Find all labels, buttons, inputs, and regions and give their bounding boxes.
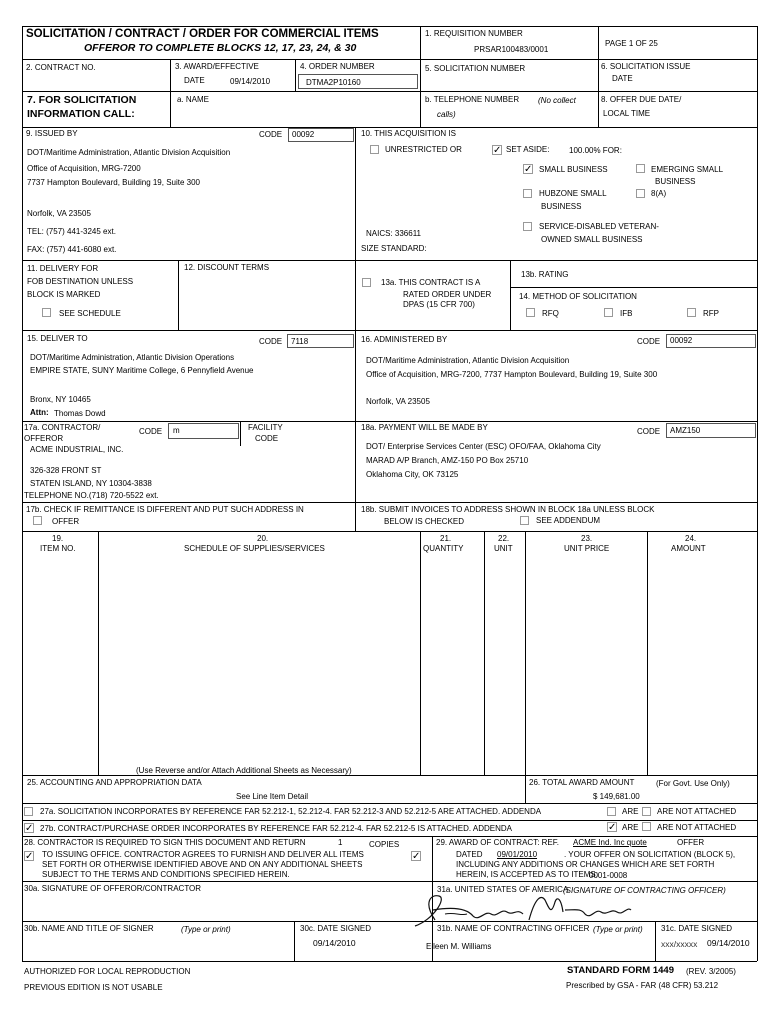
offeror-signature-label: 30a. SIGNATURE OF OFFEROR/CONTRACTOR <box>24 884 202 893</box>
remittance-offer-label: OFFER <box>52 517 80 526</box>
block-28-checkbox[interactable]: ✓ <box>25 851 34 862</box>
emerging-small-label-1: EMERGING SMALL <box>651 165 724 174</box>
deliver-code-label: CODE <box>259 337 283 346</box>
award-date: 09/14/2010 <box>230 77 271 86</box>
rule <box>510 260 511 330</box>
requisition-number: PRSAR100483/0001 <box>474 45 549 54</box>
order-number: DTMA2P10160 <box>306 78 361 87</box>
rule <box>598 26 599 127</box>
order-number-label: 4. ORDER NUMBER <box>300 62 375 71</box>
facility-code-label-2: CODE <box>255 434 279 443</box>
rated-order-checkbox[interactable] <box>362 278 371 287</box>
rule <box>22 91 757 92</box>
clause-27b-are-not-checkbox[interactable] <box>642 822 651 831</box>
clause-27b-are: ARE <box>622 823 639 832</box>
rule <box>22 921 757 922</box>
deliver-to-label: 15. DELIVER TO <box>27 334 88 343</box>
set-aside-label: SET ASIDE: <box>506 145 550 154</box>
rule <box>178 260 179 330</box>
contractor-label-2: OFFEROR <box>24 434 64 443</box>
remittance-label: 17b. CHECK IF REMITTANCE IS DIFFERENT AND PUT SUCH ADDRESS IN <box>26 505 304 514</box>
deliver-line-2: EMPIRE STATE, SUNY Maritime College, 6 Pennyfield Avenue <box>30 366 254 375</box>
issued-tel: TEL: (757) 441-3245 ext. <box>27 227 116 236</box>
award-dated-label: DATED <box>456 850 483 859</box>
block-28-line-3: SET FORTH OR OTHERWISE IDENTIFIED ABOVE AND ON ANY ADDITIONAL SHEETS <box>42 860 363 869</box>
hubzone-label-1: HUBZONE SMALL <box>539 189 607 198</box>
payment-code: AMZ150 <box>670 426 701 435</box>
col-unit-label: UNIT <box>494 544 513 553</box>
rule <box>22 421 757 422</box>
clause-27a-are-not-checkbox[interactable] <box>642 807 651 816</box>
total-award-note: (For Govt. Use Only) <box>656 779 730 788</box>
rule <box>420 26 421 127</box>
facility-code-label-1: FACILITY <box>248 423 283 432</box>
col-unit-price-number: 23. <box>581 534 593 543</box>
administered-by-label: 16. ADMINISTERED BY <box>361 335 448 344</box>
sdvosb-label-2: OWNED SMALL BUSINESS <box>541 235 643 244</box>
admin-code: 00092 <box>670 336 693 345</box>
addendum-label: SEE ADDENDUM <box>536 516 601 525</box>
rated-order-label-3: DPAS (15 CFR 700) <box>403 300 475 309</box>
method-label: 14. METHOD OF SOLICITATION <box>519 292 637 301</box>
col-item-label: ITEM NO. <box>40 544 76 553</box>
contractor-label-1: 17a. CONTRACTOR/ <box>24 423 101 432</box>
acquisition-label: 10. THIS ACQUISITION IS <box>361 129 456 138</box>
form-subtitle: OFFEROR TO COMPLETE BLOCKS 12, 17, 23, 24, & 30 <box>84 42 357 54</box>
addendum-checkbox[interactable] <box>520 516 529 525</box>
contracting-officer-name: Eileen M. Williams <box>426 942 492 951</box>
us-signature-label: 31a. UNITED STATES OF AMERICA <box>437 885 569 894</box>
col-schedule-label: SCHEDULE OF SUPPLIES/SERVICES <box>184 544 325 553</box>
accepted-items: 0001-0008 <box>589 871 628 880</box>
signer-date: 09/14/2010 <box>313 938 356 948</box>
rule <box>22 881 757 882</box>
deliver-line-3: Bronx, NY 10465 <box>30 395 91 404</box>
award-offer-label: OFFER <box>677 838 705 847</box>
payment-code-label: CODE <box>637 427 661 436</box>
prescribed-by: Prescribed by GSA - FAR (48 CFR) 53.212 <box>566 981 719 990</box>
delivery-label-1: 11. DELIVERY FOR <box>27 264 99 273</box>
small-business-label: SMALL BUSINESS <box>539 165 608 174</box>
naics-code: NAICS: 336611 <box>366 229 421 238</box>
admin-code-label: CODE <box>637 337 661 346</box>
rated-order-label-1: 13a. THIS CONTRACT IS A <box>381 278 481 287</box>
set-aside-checkbox[interactable]: ✓ <box>493 145 502 156</box>
invoice-label-1: 18b. SUBMIT INVOICES TO ADDRESS SHOWN IN BLOCK 18a UNLESS BLOCK <box>361 505 655 514</box>
contracting-officer-note: (Type or print) <box>593 925 643 934</box>
signer-date-label: 30c. DATE SIGNED <box>300 924 371 933</box>
page-indicator: PAGE 1 OF 25 <box>605 39 658 48</box>
form-revision: (REV. 3/2005) <box>686 967 736 976</box>
rule <box>510 287 757 288</box>
size-standard-label: SIZE STANDARD: <box>361 244 427 253</box>
payment-line-2: MARAD A/P Branch, AMZ-150 PO Box 25710 <box>366 456 529 465</box>
contractor-telephone: TELEPHONE NO.(718) 720-5522 ext. <box>24 491 159 500</box>
issued-code: 00092 <box>292 130 315 139</box>
officer-date-overprint: xxx/xxxxx <box>661 939 698 949</box>
contractor-street: 326-328 FRONT ST <box>30 466 102 475</box>
form-border-top <box>22 26 757 27</box>
see-schedule-label: SEE SCHEDULE <box>59 309 121 318</box>
issued-by-label: 9. ISSUED BY <box>26 129 78 138</box>
requisition-label: 1. REQUISITION NUMBER <box>425 29 523 38</box>
telephone-note-2: calls) <box>437 110 456 119</box>
admin-line-3: Norfolk, VA 23505 <box>366 397 430 406</box>
block-29-line-2: . YOUR OFFER ON SOLICITATION (BLOCK 5), <box>564 850 736 859</box>
clause-27b-are-not: ARE NOT ATTACHED <box>657 823 737 832</box>
reverse-note: (Use Reverse and/or Attach Additional Sheets as Necessary) <box>136 766 352 775</box>
block-29-line-3: INCLUDING ANY ADDITIONS OR CHANGES WHICH ARE SET FORTH <box>456 860 715 869</box>
attn-label: Attn: <box>30 408 49 417</box>
clause-27b-text: 27b. CONTRACT/PURCHASE ORDER INCORPORATES BY REFERENCE FAR 52.212-4. FAR 52.212-5 IS ATTACHED. ADDENDA <box>40 824 512 833</box>
col-schedule-number: 20. <box>257 534 269 543</box>
contracting-officer-label: 31b. NAME OF CONTRACTING OFFICER <box>437 924 590 933</box>
award-reference: ACME Ind. Inc quote <box>573 838 647 847</box>
offer-due-label: 8. OFFER DUE DATE/ <box>601 95 682 104</box>
hubzone-checkbox[interactable] <box>523 189 532 198</box>
signer-name-label: 30b. NAME AND TITLE OF SIGNER <box>24 924 154 933</box>
unrestricted-label: UNRESTRICTED OR <box>385 145 462 154</box>
set-aside-percent: 100.00% FOR: <box>569 146 622 155</box>
accounting-label: 25. ACCOUNTING AND APPROPRIATION DATA <box>27 778 202 787</box>
previous-edition-note: PREVIOUS EDITION IS NOT USABLE <box>24 983 163 992</box>
emerging-small-label-2: BUSINESS <box>655 177 696 186</box>
col-quantity-label: QUANTITY <box>423 544 464 553</box>
officer-date: 09/14/2010 <box>707 938 750 948</box>
attn-name: Thomas Dowd <box>54 409 106 418</box>
rule <box>355 421 356 531</box>
telephone-note-1: (No collect <box>538 96 576 105</box>
clause-27a-checkbox[interactable] <box>24 807 33 816</box>
officer-date-label: 31c. DATE SIGNED <box>661 924 732 933</box>
name-label: a. NAME <box>177 95 210 104</box>
copies-count: 1 <box>338 838 343 847</box>
ifb-label: IFB <box>620 309 633 318</box>
admin-line-1: DOT/Maritime Administration, Atlantic Division Acquisition <box>366 356 570 365</box>
issued-code-label: CODE <box>259 130 283 139</box>
rule <box>22 820 757 821</box>
rule <box>170 59 171 127</box>
rule <box>355 127 356 430</box>
info-call-label-1: 7. FOR SOLICITATION <box>27 94 137 106</box>
rule <box>294 921 295 961</box>
accounting-value: See Line Item Detail <box>236 792 309 801</box>
discount-terms-label: 12. DISCOUNT TERMS <box>184 263 270 272</box>
rule <box>22 775 757 776</box>
ifb-checkbox[interactable] <box>604 308 613 317</box>
rule <box>525 531 526 775</box>
local-time-label: LOCAL TIME <box>603 109 651 118</box>
rule <box>647 531 648 775</box>
rfq-label: RFQ <box>542 309 559 318</box>
block-28-line-2: TO ISSUING OFFICE. CONTRACTOR AGREES TO FURNISH AND DELIVER ALL ITEMS <box>42 850 364 859</box>
block-29-checkbox[interactable]: ✓ <box>412 851 421 862</box>
copies-label: COPIES <box>369 840 400 849</box>
form-title: SOLICITATION / CONTRACT / ORDER FOR COMMERCIAL ITEMS <box>26 28 379 40</box>
rule <box>22 59 757 60</box>
rfq-checkbox[interactable] <box>526 308 535 317</box>
contract-no-label: 2. CONTRACT NO. <box>26 63 96 72</box>
contractor-name: ACME INDUSTRIAL, INC. <box>30 445 124 454</box>
hubzone-label-2: BUSINESS <box>541 202 582 211</box>
us-signature-note: (SIGNATURE OF CONTRACTING OFFICER) <box>563 886 726 895</box>
info-call-label-2: INFORMATION CALL: <box>27 108 135 120</box>
rule <box>22 961 757 962</box>
signer-name-note: (Type or print) <box>181 925 231 934</box>
rule <box>22 260 757 261</box>
rule <box>525 775 526 803</box>
block-28-line-4: SUBJECT TO THE TERMS AND CONDITIONS SPECIFIED HEREIN. <box>42 870 290 879</box>
rule <box>98 531 99 775</box>
clause-27b-checkbox[interactable]: ✓ <box>25 823 34 834</box>
total-award-amount: $ 149,681.00 <box>593 792 640 801</box>
col-quantity-number: 21. <box>440 534 452 543</box>
col-unit-number: 22. <box>498 534 510 543</box>
contractor-code: m <box>173 426 180 435</box>
clause-27b-are-checkbox[interactable]: ✓ <box>608 822 617 833</box>
eight-a-label: 8(A) <box>651 189 667 198</box>
deliver-code: 7118 <box>291 337 309 346</box>
clause-27a-are: ARE <box>622 807 639 816</box>
contractor-code-label: CODE <box>139 427 163 436</box>
rated-order-label-2: RATED ORDER UNDER <box>403 290 492 299</box>
rule <box>295 59 296 91</box>
block-28-line-1: 28. CONTRACTOR IS REQUIRED TO SIGN THIS DOCUMENT AND RETURN <box>24 838 306 847</box>
sdvosb-checkbox[interactable] <box>523 222 532 231</box>
col-unit-price-label: UNIT PRICE <box>564 544 610 553</box>
col-item-number: 19. <box>52 534 64 543</box>
sdvosb-label-1: SERVICE-DISABLED VETERAN- <box>539 222 659 231</box>
rule <box>22 330 757 331</box>
award-label: 3. AWARD/EFFECTIVE <box>175 62 259 71</box>
col-amount-label: AMOUNT <box>671 544 706 553</box>
rule <box>22 127 757 128</box>
rating-label: 13b. RATING <box>521 270 569 279</box>
clause-27a-are-not: ARE NOT ATTACHED <box>657 807 737 816</box>
unrestricted-checkbox[interactable] <box>370 145 379 154</box>
solicitation-issue-label: 6. SOLICITATION ISSUE <box>601 62 691 71</box>
rule <box>420 531 421 775</box>
emerging-small-checkbox[interactable] <box>636 164 645 173</box>
issued-line-2: Office of Acquisition, MRG-7200 <box>27 164 141 173</box>
invoice-label-2: BELOW IS CHECKED <box>384 517 465 526</box>
local-reproduction-note: AUTHORIZED FOR LOCAL REPRODUCTION <box>24 967 191 976</box>
see-schedule-checkbox[interactable] <box>42 308 51 317</box>
payment-label: 18a. PAYMENT WILL BE MADE BY <box>361 423 488 432</box>
issued-line-3: 7737 Hampton Boulevard, Building 19, Suite 300 <box>27 178 201 187</box>
solicitation-number-label: 5. SOLICITATION NUMBER <box>425 64 526 73</box>
form-border-right <box>757 26 758 961</box>
telephone-label: b. TELEPHONE NUMBER <box>425 95 520 104</box>
rule <box>22 502 757 503</box>
clause-27a-text: 27a. SOLICITATION INCORPORATES BY REFERENCE FAR 52.212-1, 52.212-4. FAR 52.212-3 AND 52.212-5 ARE ATTACHED. ADDENDA <box>40 807 542 816</box>
rfp-checkbox[interactable] <box>687 308 696 317</box>
rule <box>240 421 241 446</box>
issued-line-4: Norfolk, VA 23505 <box>27 209 91 218</box>
payment-line-1: DOT/ Enterprise Services Center (ESC) OFO/FAA, Oklahoma City <box>366 442 601 451</box>
solicitation-issue-date-label: DATE <box>612 74 633 83</box>
rule <box>484 531 485 775</box>
standard-form-number: STANDARD FORM 1449 <box>567 965 674 976</box>
rule <box>22 836 757 837</box>
block-29-line-4: HEREIN, IS ACCEPTED AS TO ITEMS: <box>456 870 598 879</box>
admin-line-2: Office of Acquisition, MRG-7200, 7737 Hampton Boulevard, Building 19, Suite 300 <box>366 370 658 379</box>
rfp-label: RFP <box>703 309 719 318</box>
remittance-checkbox[interactable] <box>33 516 42 525</box>
award-offer-date: 09/01/2010 <box>497 850 538 859</box>
issued-fax: FAX: (757) 441-6080 ext. <box>27 245 117 254</box>
deliver-line-1: DOT/Maritime Administration, Atlantic Division Operations <box>30 353 235 362</box>
col-amount-number: 24. <box>685 534 697 543</box>
payment-line-3: Oklahoma City, OK 73125 <box>366 470 459 479</box>
total-award-label: 26. TOTAL AWARD AMOUNT <box>529 778 635 787</box>
award-date-label: DATE <box>184 76 205 85</box>
rule <box>655 921 656 961</box>
eight-a-checkbox[interactable] <box>636 189 645 198</box>
clause-27a-are-checkbox[interactable] <box>607 807 616 816</box>
rule <box>22 803 757 804</box>
delivery-label-3: BLOCK IS MARKED <box>27 290 101 299</box>
block-29-line-1: 29. AWARD OF CONTRACT: REF. <box>436 838 559 847</box>
issued-line-1: DOT/Maritime Administration, Atlantic Division Acquisition <box>27 148 231 157</box>
contractor-city: STATEN ISLAND, NY 10304-3838 <box>30 479 152 488</box>
small-business-checkbox[interactable]: ✓ <box>524 164 533 175</box>
delivery-label-2: FOB DESTINATION UNLESS <box>27 277 134 286</box>
